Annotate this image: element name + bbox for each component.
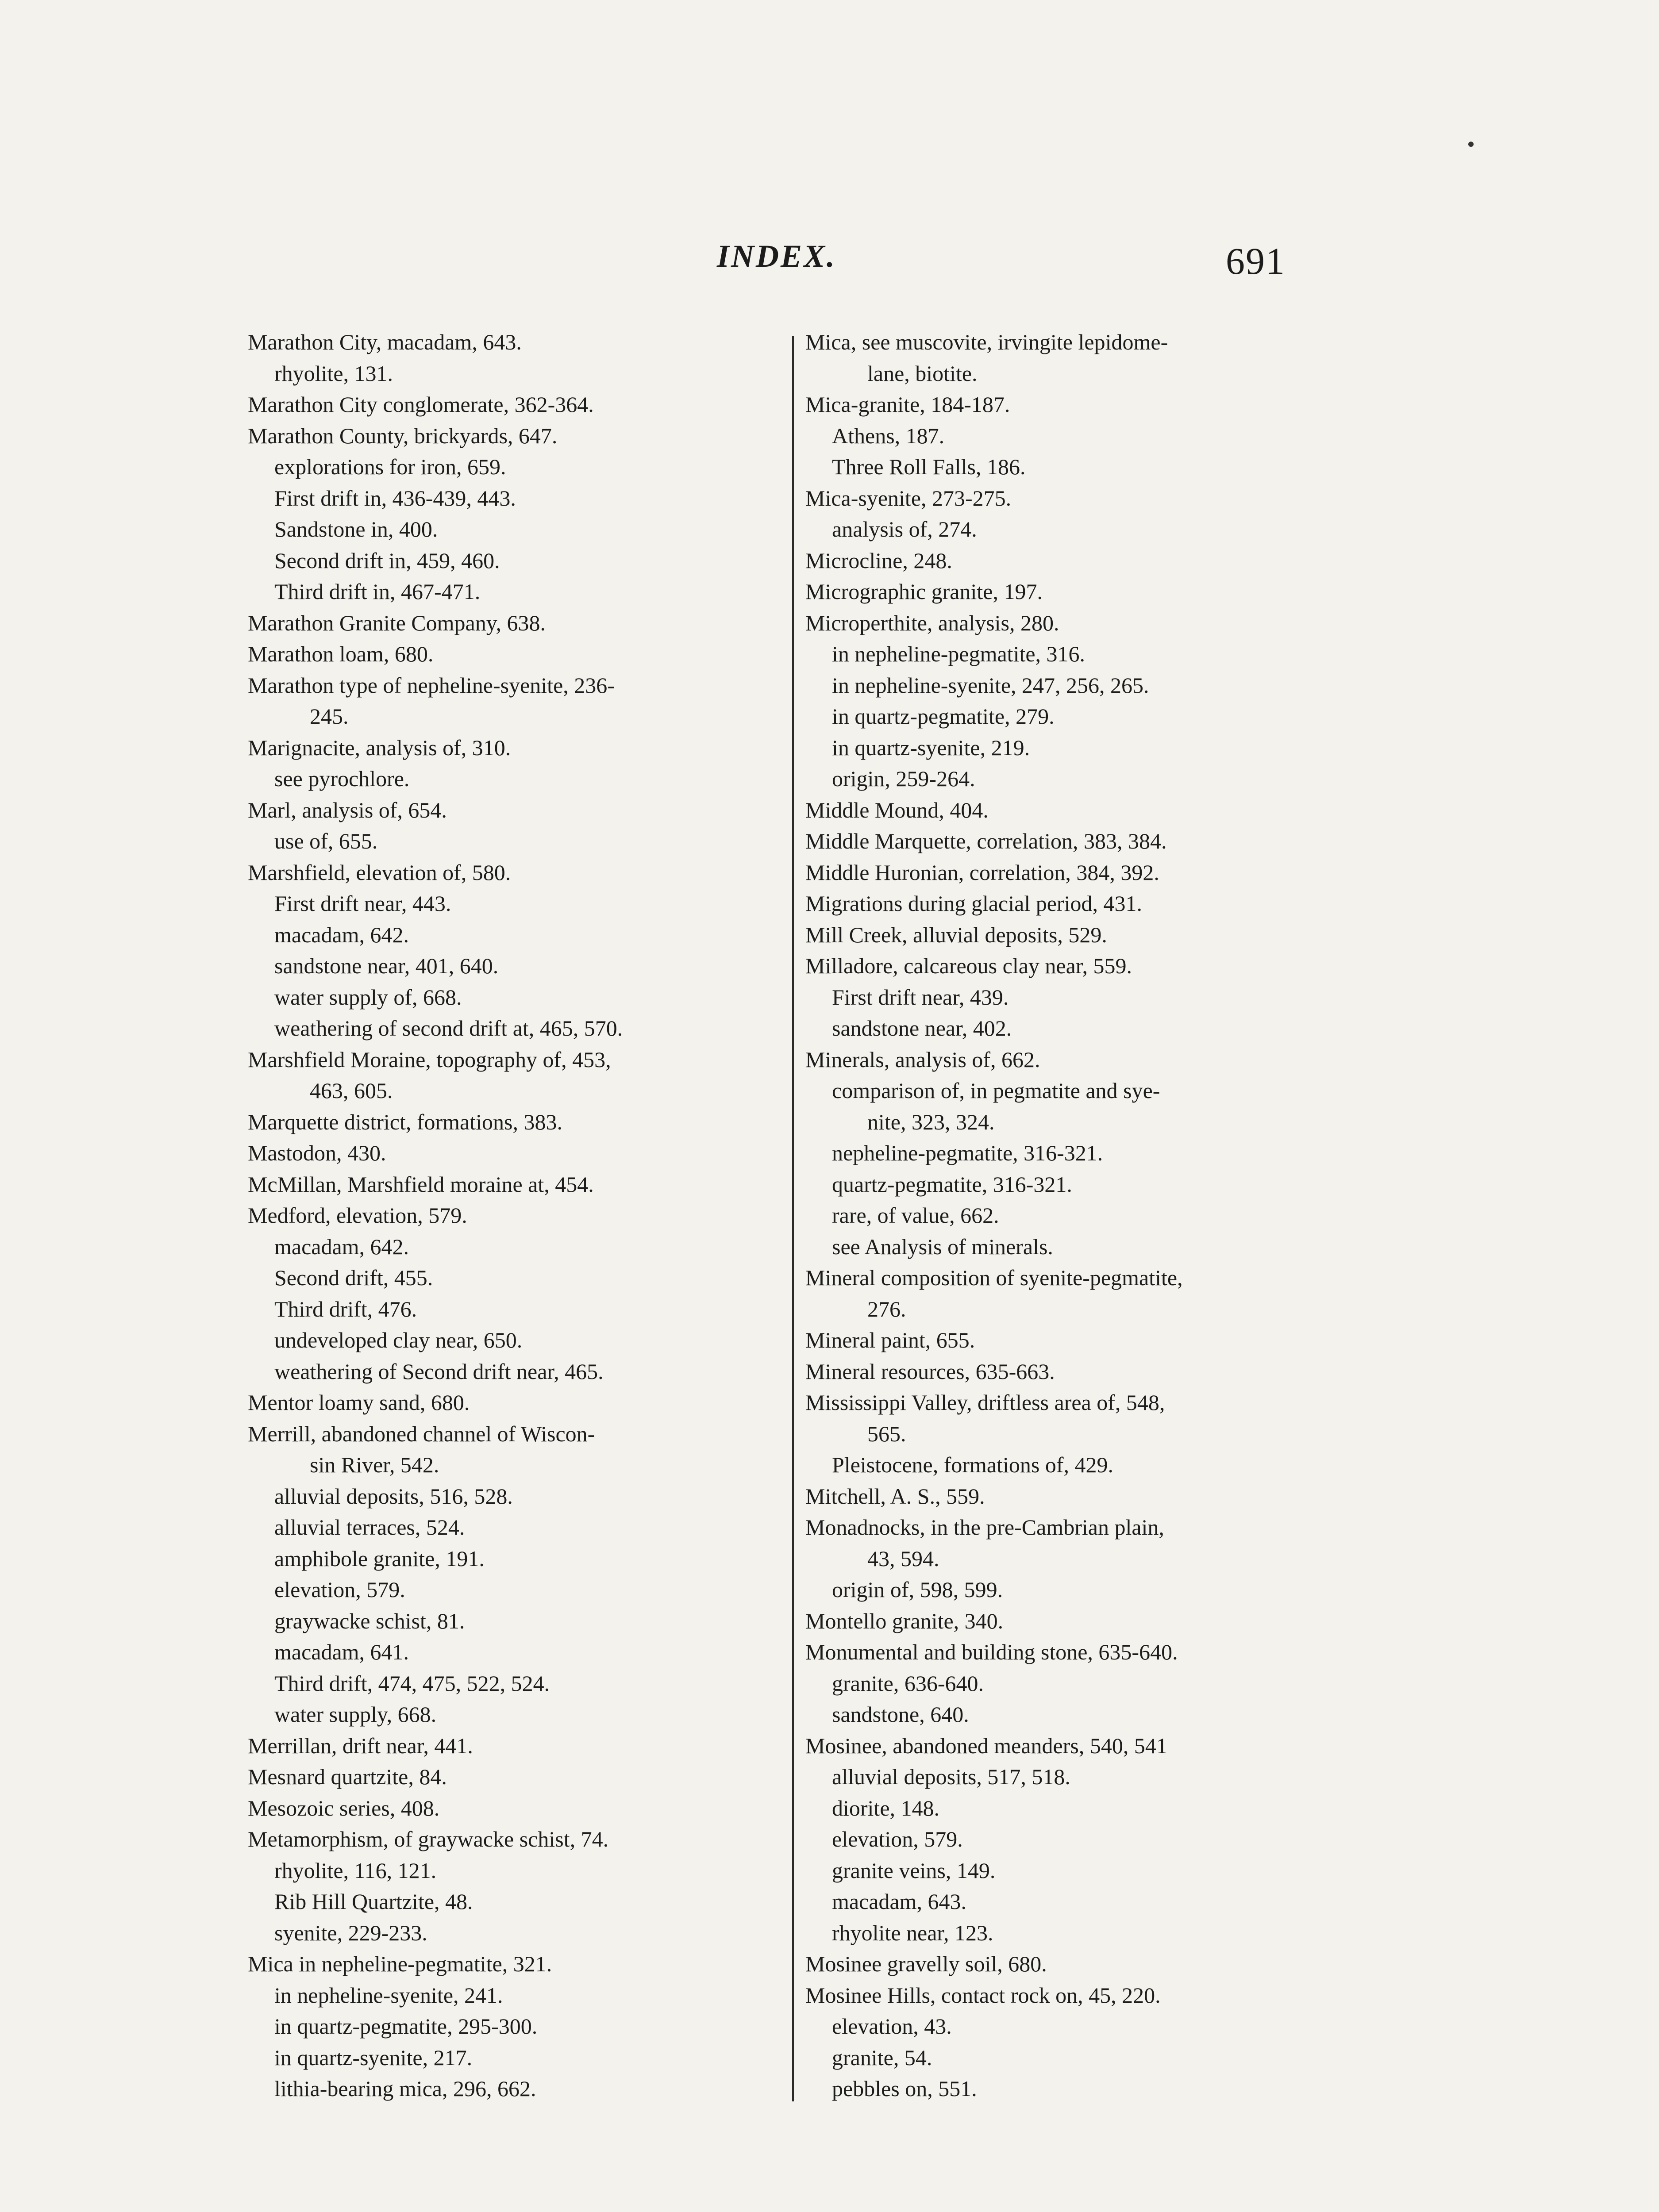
index-entry: Mineral resources, 635-663. [805,1359,1055,1384]
index-entry: Mica-granite, 184-187. [805,392,1010,417]
index-entry: comparison of, in pegmatite and sye- [832,1078,1160,1103]
index-entry: Micrographic granite, 197. [805,579,1043,604]
index-entry: alluvial deposits, 517, 518. [832,1764,1070,1789]
index-entry: Milladore, calcareous clay near, 559. [805,953,1132,978]
index-entry: Migrations during glacial period, 431. [805,891,1142,916]
paper-speck [1468,142,1474,147]
index-entry: elevation, 43. [832,2014,952,2039]
index-entry: water supply of, 668. [274,984,462,1010]
index-entry: Middle Marquette, correlation, 383, 384. [805,829,1167,853]
index-entry: origin, 259-264. [832,766,975,791]
index-entry: Mitchell, A. S., 559. [805,1483,985,1509]
index-entry: Second drift, 455. [274,1265,433,1290]
index-entry: syenite, 229-233. [274,1920,427,1945]
index-entry: in nepheline-syenite, 241. [274,1982,503,2008]
index-column-right [797,326,1350,2104]
index-entry: elevation, 579. [274,1577,405,1602]
running-head: INDEX. [717,238,837,274]
index-entry: lane, biotite. [867,361,978,386]
index-entry: sandstone near, 402. [832,1016,1012,1041]
index-entry: nite, 323, 324. [867,1109,995,1134]
index-entry: Middle Mound, 404. [805,797,989,822]
index-entry: Mosinee Hills, contact rock on, 45, 220. [805,1982,1161,2008]
index-entry: Athens, 187. [832,423,945,448]
index-entry: Marathon City, macadam, 643. [248,330,522,354]
index-entry: 43, 594. [867,1546,939,1571]
index-entry: in quartz-pegmatite, 295-300. [274,2014,538,2039]
index-entry: see pyrochlore. [274,766,410,791]
index-entry: Mississippi Valley, driftless area of, 548, [805,1390,1165,1415]
index-entry: granite veins, 149. [832,1858,996,1883]
index-entry: in nepheline-syenite, 247, 256, 265. [832,672,1149,698]
index-entry: Mineral composition of syenite-pegmatite, [805,1265,1183,1290]
index-entry: Microcline, 248. [805,548,952,573]
index-entry: Monumental and building stone, 635-640. [805,1640,1178,1664]
index-entry: Marathon loam, 680. [248,641,434,666]
index-entry: Marathon City conglomerate, 362-364. [248,392,594,417]
index-entry: Marquette district, formations, 383. [248,1109,562,1134]
index-entry: McMillan, Marshfield moraine at, 454. [248,1171,594,1197]
index-entry: weathering of Second drift near, 465. [274,1359,604,1384]
index-entry: in quartz-syenite, 217. [274,2045,473,2070]
index-entry: Marathon County, brickyards, 647. [248,423,558,448]
index-entry: rare, of value, 662. [832,1203,999,1228]
index-entry: sandstone, 640. [832,1702,969,1727]
index-entry: rhyolite, 131. [274,361,393,386]
index-entry: quartz-pegmatite, 316-321. [832,1171,1072,1197]
index-entry: alluvial deposits, 516, 528. [274,1483,513,1509]
index-entry: water supply, 668. [274,1702,437,1727]
index-entry: Third drift, 476. [274,1296,417,1321]
index-entry: macadam, 643. [832,1889,967,1914]
index-entry: 463, 605. [310,1078,393,1103]
index-entry: macadam, 641. [274,1640,409,1664]
index-entry: First drift near, 443. [274,891,451,916]
index-entry: Third drift in, 467-471. [274,579,481,604]
index-entry: in quartz-syenite, 219. [832,735,1030,760]
index-entry: Mastodon, 430. [248,1141,386,1165]
index-entry: Minerals, analysis of, 662. [805,1047,1040,1072]
index-entry: Marl, analysis of, 654. [248,797,447,822]
index-entry: rhyolite near, 123. [832,1920,993,1945]
index-entry: Mosinee, abandoned meanders, 540, 541 [805,1733,1167,1758]
index-entry: Three Roll Falls, 186. [832,454,1026,479]
index-entry: weathering of second drift at, 465, 570. [274,1016,623,1041]
index-entry: granite, 54. [832,2045,932,2070]
index-entry: in quartz-pegmatite, 279. [832,704,1055,729]
index-entry: Medford, elevation, 579. [248,1203,467,1228]
index-entry: see Analysis of minerals. [832,1234,1053,1259]
column-divider [792,336,794,2101]
index-entry: Merrill, abandoned channel of Wiscon- [248,1421,595,1446]
index-entry: Middle Huronian, correlation, 384, 392. [805,860,1159,885]
index-entry: macadam, 642. [274,922,409,947]
index-entry: Microperthite, analysis, 280. [805,610,1059,635]
index-entry: Mentor loamy sand, 680. [248,1390,470,1415]
index-entry: explorations for iron, 659. [274,454,506,479]
index-entry: granite, 636-640. [832,1671,984,1696]
index-entry: analysis of, 274. [832,517,977,541]
index-entry: rhyolite, 116, 121. [274,1858,437,1883]
index-entry: First drift in, 436-439, 443. [274,485,516,511]
index-entry: Pleistocene, formations of, 429. [832,1452,1113,1477]
index-entry: elevation, 579. [832,1827,963,1851]
index-entry: Sandstone in, 400. [274,517,438,541]
index-entry: Mill Creek, alluvial deposits, 529. [805,922,1107,947]
index-entry: Montello granite, 340. [805,1608,1004,1633]
index-entry: Mica, see muscovite, irvingite lepidome- [805,330,1168,354]
index-entry: Marathon Granite Company, 638. [248,610,546,635]
index-entry: Metamorphism, of graywacke schist, 74. [248,1827,609,1851]
index-entry: Second drift in, 459, 460. [274,548,500,573]
index-entry: First drift near, 439. [832,984,1009,1010]
index-entry: graywacke schist, 81. [274,1608,465,1633]
index-entry: Mosinee gravelly soil, 680. [805,1951,1047,1976]
index-entry: Marshfield Moraine, topography of, 453, [248,1047,611,1072]
index-entry: use of, 655. [274,829,378,853]
index-entry: alluvial terraces, 524. [274,1515,465,1540]
index-entry: Third drift, 474, 475, 522, 524. [274,1671,550,1696]
page-number: 691 [1226,240,1286,282]
index-entry: Mesozoic series, 408. [248,1795,440,1820]
index-entry: Mesnard quartzite, 84. [248,1764,447,1789]
index-entry: 245. [310,704,349,729]
index-entry: Marathon type of nepheline-syenite, 236- [248,672,615,698]
index-entry: Mineral paint, 655. [805,1328,975,1352]
index-entry: Monadnocks, in the pre-Cambrian plain, [805,1515,1164,1540]
index-entry: lithia-bearing mica, 296, 662. [274,2076,536,2101]
index-entry: diorite, 148. [832,1795,940,1820]
index-column-left [239,326,783,2104]
index-entry: origin of, 598, 599. [832,1577,1003,1602]
index-entry: Marshfield, elevation of, 580. [248,860,511,885]
index-entry: undeveloped clay near, 650. [274,1328,523,1352]
index-entry: pebbles on, 551. [832,2076,977,2101]
index-entry: Marignacite, analysis of, 310. [248,735,511,760]
index-entry: Rib Hill Quartzite, 48. [274,1889,473,1914]
index-entry: macadam, 642. [274,1234,409,1259]
index-entry: 276. [867,1296,906,1321]
index-entry: in nepheline-pegmatite, 316. [832,641,1085,666]
index-entry: Mica-syenite, 273-275. [805,485,1012,511]
index-entry: sandstone near, 401, 640. [274,953,499,978]
index-entry: nepheline-pegmatite, 316-321. [832,1141,1103,1165]
index-entry: 565. [867,1421,906,1446]
index-entry: sin River, 542. [310,1452,439,1477]
index-entry: Mica in nepheline-pegmatite, 321. [248,1951,552,1976]
index-entry: amphibole granite, 191. [274,1546,485,1571]
index-entry: Merrillan, drift near, 441. [248,1733,473,1758]
